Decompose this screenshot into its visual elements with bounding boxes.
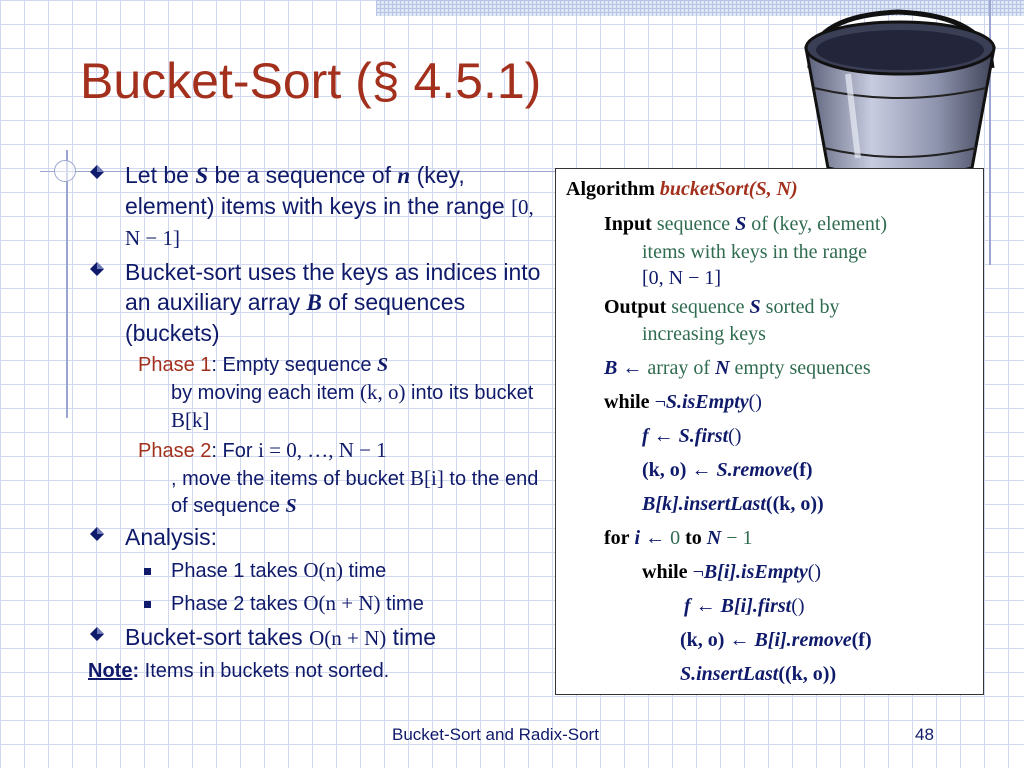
- math-s: S: [285, 495, 297, 517]
- t: [0, N − 1]: [642, 267, 722, 289]
- arrow: ←: [617, 357, 648, 379]
- s: S: [749, 296, 761, 318]
- math-s: S: [195, 163, 209, 188]
- math-complexity: O(n): [303, 558, 343, 582]
- t: increasing keys: [642, 323, 766, 345]
- square-bullet-icon: [144, 568, 151, 575]
- algo-line-insert: [642, 492, 824, 516]
- arrow: ←: [686, 459, 717, 481]
- arrow: ←: [724, 629, 755, 651]
- text: : Empty sequence: [211, 354, 378, 376]
- phase-2: [88, 437, 548, 520]
- sub-phase-1-time: [88, 556, 548, 585]
- b: B: [604, 357, 618, 379]
- algo-line-output: [604, 295, 840, 319]
- text: Let be: [125, 162, 196, 188]
- args: (S, N): [748, 178, 798, 200]
- text: Phase 1 takes: [171, 560, 304, 582]
- square-bullet-icon: [144, 601, 151, 608]
- math-bk: B[k]: [171, 408, 210, 432]
- e: S.insertLast: [680, 663, 779, 685]
- n: N: [701, 527, 722, 549]
- kw: Output: [604, 296, 667, 318]
- math-ko: (k, o): [359, 380, 406, 404]
- algo-line-init: [604, 356, 871, 380]
- kw: Algorithm: [566, 178, 655, 200]
- bullet-list: [88, 160, 548, 685]
- t: (f): [792, 459, 813, 481]
- t: (f): [851, 629, 872, 651]
- footer-title: Bucket-Sort and Radix-Sort: [392, 725, 599, 744]
- math-b: B: [306, 290, 322, 315]
- e: B[i].first: [720, 595, 792, 617]
- text: by moving each item: [171, 382, 360, 404]
- algo-line-input: [604, 212, 887, 236]
- sub-phase-2-time: [88, 589, 548, 618]
- kw: for: [604, 527, 630, 549]
- algo-line-remove2: [680, 628, 872, 652]
- t: ¬: [649, 391, 666, 413]
- text: (key, element) items with keys in the range: [125, 162, 512, 219]
- bucket-icon: [788, 8, 1010, 190]
- math-n: n: [397, 163, 411, 188]
- algo-line-range: [642, 266, 721, 290]
- algo-line-input-cont: [642, 240, 867, 264]
- text: time: [386, 624, 437, 650]
- e: S.remove: [716, 459, 793, 481]
- t: sorted by: [760, 296, 840, 318]
- text: , move the items of bucket: [171, 468, 410, 490]
- diamond-bullet-icon: [90, 165, 104, 179]
- t: array of: [647, 357, 716, 379]
- fn: bucketSort: [659, 178, 749, 200]
- text: time: [380, 593, 424, 615]
- algo-line-header: [566, 177, 798, 201]
- kw: while: [642, 561, 688, 583]
- math-s: S: [377, 354, 389, 376]
- bullet-sequence: [88, 160, 548, 253]
- algorithm-box: [555, 168, 984, 695]
- text: Bucket-sort uses the keys as indices into an auxiliary array: [125, 259, 541, 315]
- algo-line-while1: [604, 390, 762, 414]
- phase-1: [88, 352, 548, 435]
- math-complexity: O(n + N): [309, 626, 387, 650]
- left-decoration-line: [66, 150, 68, 418]
- t: of (key, element): [746, 213, 888, 235]
- t: − 1: [721, 527, 753, 549]
- algo-line-remove: [642, 458, 813, 482]
- phase-1-label: Phase 1: [138, 354, 212, 376]
- math-range: [0, N − 1]: [125, 195, 534, 250]
- kw: while: [604, 391, 650, 413]
- e: S.isEmpty: [665, 391, 749, 413]
- note-colon: :: [132, 660, 140, 682]
- n: N: [715, 357, 730, 379]
- circle-decoration: [54, 160, 76, 182]
- bullet-total-time: [88, 622, 548, 653]
- math-complexity: O(n + N): [303, 591, 381, 615]
- algo-line-insert2: [680, 662, 836, 686]
- e: B[i].remove: [754, 629, 852, 651]
- algo-line-output-cont: [642, 322, 766, 346]
- t: empty sequences: [729, 357, 871, 379]
- note-label: Note: [88, 660, 133, 682]
- t: sequence: [651, 213, 736, 235]
- t: (): [791, 595, 805, 617]
- arrow: ←: [690, 595, 721, 617]
- slide-title: Bucket-Sort (§ 4.5.1): [80, 53, 542, 109]
- text: Phase 2 takes: [171, 593, 304, 615]
- math-bi: B[i]: [410, 466, 444, 490]
- diamond-bullet-icon: [90, 527, 104, 541]
- text: Analysis:: [125, 524, 218, 550]
- note-text: Items in buckets not sorted.: [139, 660, 390, 682]
- t: 0: [670, 527, 686, 549]
- text: : For: [211, 440, 259, 462]
- t: items with keys in the range: [642, 241, 867, 263]
- algo-line-first2: [684, 594, 805, 618]
- page-number: 48: [915, 725, 934, 744]
- t: (): [807, 561, 822, 583]
- bullet-keys-indices: [88, 257, 548, 348]
- arrow: ←: [640, 527, 671, 549]
- t: ¬: [687, 561, 704, 583]
- kw: Input: [604, 213, 652, 235]
- e: B[i].isEmpty: [703, 561, 808, 583]
- t: ((k, o)): [765, 493, 824, 515]
- bullet-analysis: [88, 522, 548, 552]
- kw: to: [685, 527, 702, 549]
- f: f: [684, 595, 691, 617]
- text: be a sequence of: [208, 162, 398, 188]
- f: f: [642, 425, 649, 447]
- text: of sequences (buckets): [125, 289, 466, 346]
- t: ((k, o)): [778, 663, 837, 685]
- ko: (k, o): [642, 459, 687, 481]
- algo-line-for: [604, 526, 753, 550]
- phase-2-label: Phase 2: [138, 440, 212, 462]
- ko: (k, o): [680, 629, 725, 651]
- text: Bucket-sort takes: [125, 624, 310, 650]
- algo-line-first: [642, 424, 741, 448]
- diamond-bullet-icon: [90, 627, 104, 641]
- e: B[k].insertLast: [642, 493, 766, 515]
- t: (): [748, 391, 762, 413]
- i: i: [629, 527, 641, 549]
- text: into its bucket: [405, 382, 534, 404]
- diamond-bullet-icon: [90, 262, 104, 276]
- arrow: ←: [648, 425, 679, 447]
- t: sequence: [666, 296, 750, 318]
- algo-line-while2: [642, 560, 821, 584]
- t: (): [728, 425, 742, 447]
- s: S: [735, 213, 747, 235]
- text: to the end of sequence: [171, 468, 539, 517]
- note: [88, 657, 548, 685]
- e: S.first: [678, 425, 729, 447]
- text: time: [342, 560, 387, 582]
- math-range: i = 0, …, N − 1: [258, 438, 387, 462]
